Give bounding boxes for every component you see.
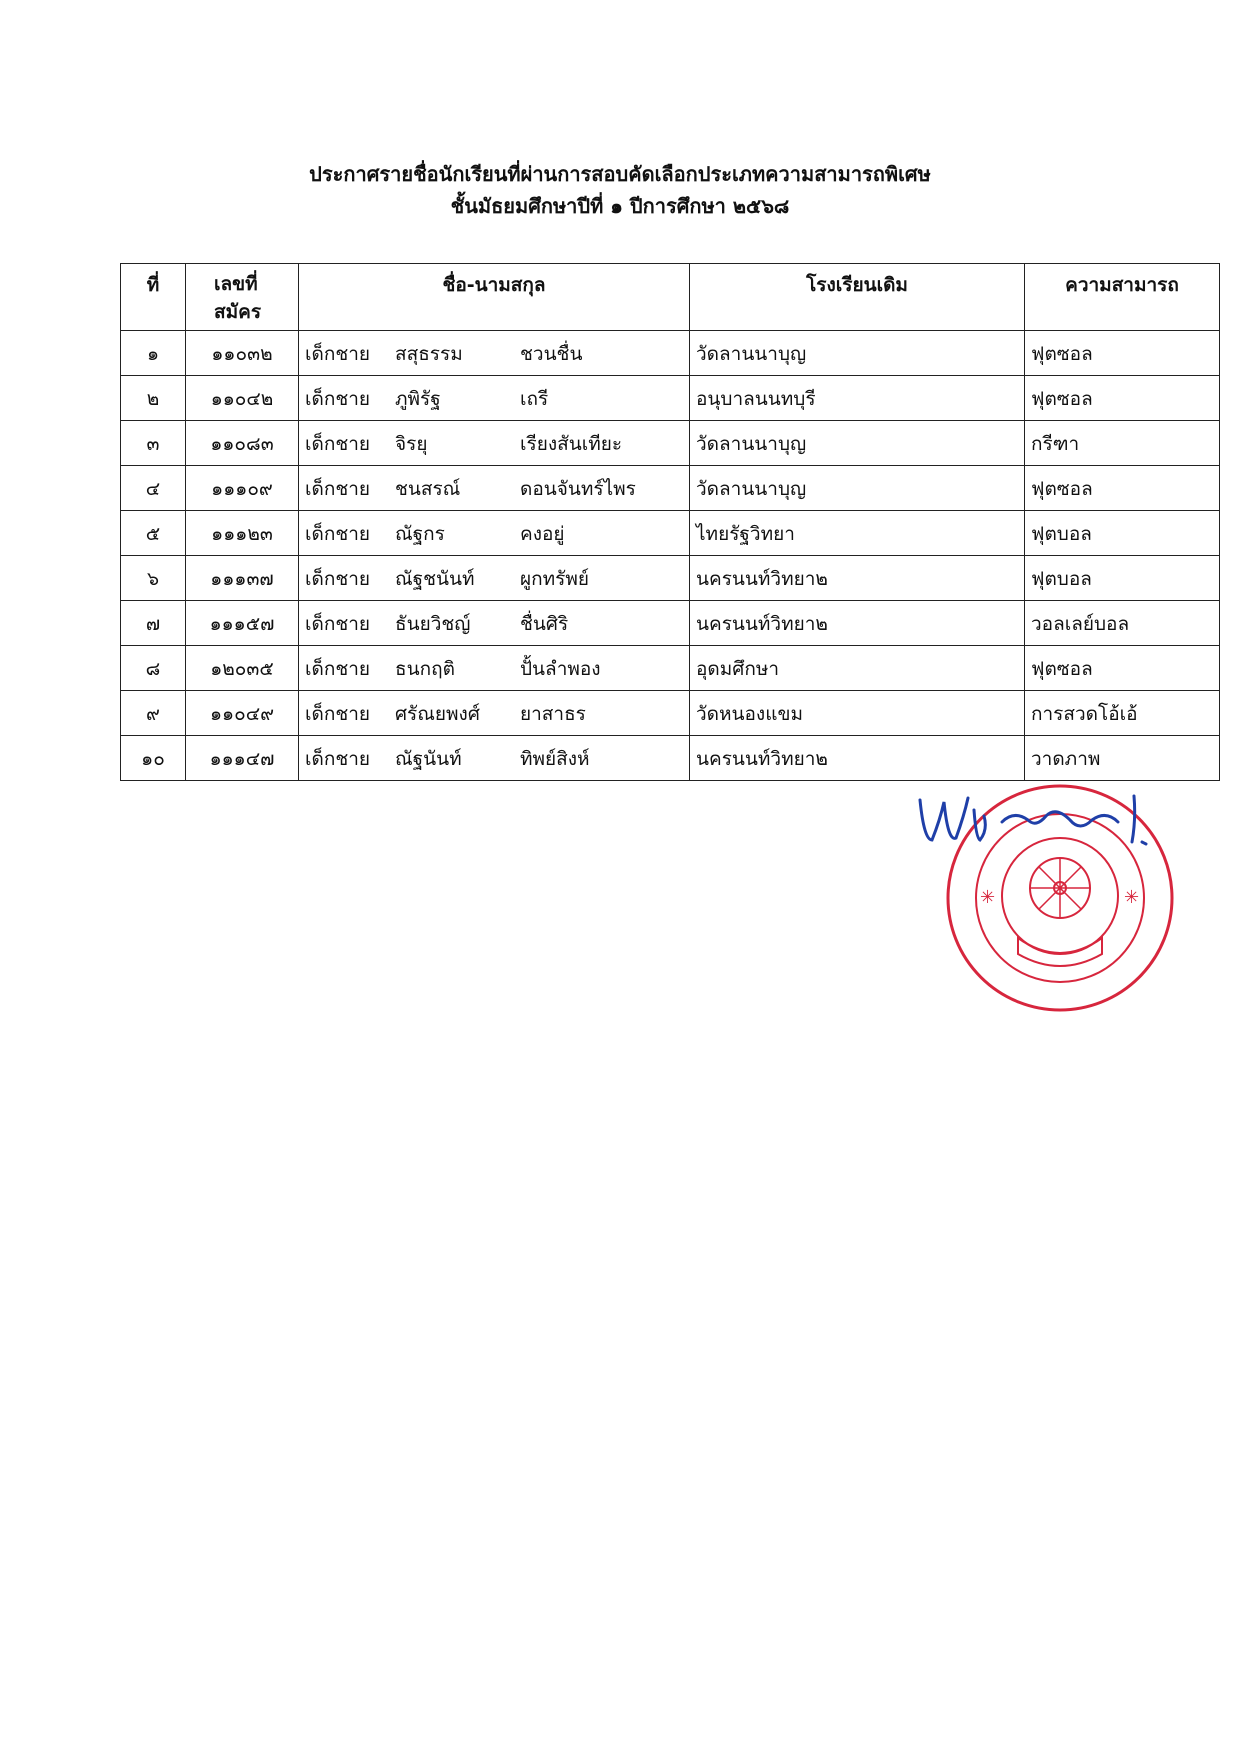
name-wrap bbox=[305, 474, 683, 504]
name-wrap bbox=[305, 654, 683, 684]
table-row bbox=[121, 691, 1220, 736]
name-prefix: เด็กชาย bbox=[305, 703, 371, 725]
table-row bbox=[121, 601, 1220, 646]
first-name: ณัฐชนันท์ bbox=[395, 568, 475, 590]
name-wrap bbox=[305, 429, 683, 459]
seal-star-left-icon: ✳ bbox=[980, 887, 996, 908]
name-wrap bbox=[305, 564, 683, 594]
cell-application-number: ๑๑๑๔๗ bbox=[186, 736, 299, 781]
cell-school: นครนนท์วิทยา๒ bbox=[690, 601, 1025, 646]
table-row bbox=[121, 466, 1220, 511]
last-name: ดอนจันทร์ไพร bbox=[520, 478, 636, 500]
name-prefix: เด็กชาย bbox=[305, 748, 371, 770]
cell-application-number: ๑๑๐๘๓ bbox=[186, 421, 299, 466]
cell-application-number: ๑๒๐๓๕ bbox=[186, 646, 299, 691]
cell-application-number: ๑๑๐๔๙ bbox=[186, 691, 299, 736]
title-line-1: ประกาศรายชื่อนักเรียนที่ผ่านการสอบคัดเลือกประเภทความสามารถพิเศษ bbox=[309, 162, 931, 186]
last-name: ปั้นลำพอง bbox=[520, 658, 601, 680]
cell-application-number: ๑๑๐๔๒ bbox=[186, 376, 299, 421]
first-name: ชนสรณ์ bbox=[395, 478, 461, 500]
cell-no: ๓ bbox=[121, 421, 186, 466]
cell-name bbox=[299, 646, 690, 691]
first-name: ธันยวิชญ์ bbox=[395, 613, 471, 635]
last-name: ผูกทรัพย์ bbox=[520, 568, 590, 590]
table-row bbox=[121, 646, 1220, 691]
name-prefix: เด็กชาย bbox=[305, 343, 371, 365]
cell-ability: วาดภาพ bbox=[1025, 736, 1220, 781]
cell-name bbox=[299, 376, 690, 421]
cell-name bbox=[299, 511, 690, 556]
cell-name bbox=[299, 736, 690, 781]
last-name: ชื่นศิริ bbox=[520, 613, 569, 635]
cell-school: อุดมศึกษา bbox=[690, 646, 1025, 691]
cell-ability: ฟุตซอล bbox=[1025, 466, 1220, 511]
first-name: ณัฐกร bbox=[395, 523, 445, 545]
cell-school: ไทยรัฐวิทยา bbox=[690, 511, 1025, 556]
name-prefix: เด็กชาย bbox=[305, 523, 371, 545]
cell-ability: การสวดโอ้เอ้ bbox=[1025, 691, 1220, 736]
header-school: โรงเรียนเดิม bbox=[690, 264, 1025, 331]
first-name: สสุธรรม bbox=[395, 343, 463, 365]
name-prefix: เด็กชาย bbox=[305, 568, 371, 590]
first-name: ศรัณยพงศ์ bbox=[395, 703, 480, 725]
name-prefix: เด็กชาย bbox=[305, 388, 371, 410]
cell-ability: ฟุตซอล bbox=[1025, 646, 1220, 691]
first-name: ณัฐนันท์ bbox=[395, 748, 462, 770]
name-wrap bbox=[305, 744, 683, 774]
cell-name bbox=[299, 691, 690, 736]
cell-school: วัดลานนาบุญ bbox=[690, 466, 1025, 511]
table-body bbox=[121, 331, 1220, 781]
name-wrap bbox=[305, 519, 683, 549]
first-name: ธนกฤติ bbox=[395, 658, 455, 680]
name-wrap bbox=[305, 339, 683, 369]
cell-no: ๖ bbox=[121, 556, 186, 601]
cell-ability: ฟุตบอล bbox=[1025, 511, 1220, 556]
cell-no: ๘ bbox=[121, 646, 186, 691]
name-wrap bbox=[305, 699, 683, 729]
cell-school: วัดลานนาบุญ bbox=[690, 331, 1025, 376]
first-name: จิรยุ bbox=[395, 433, 428, 455]
cell-application-number: ๑๑๐๓๒ bbox=[186, 331, 299, 376]
header-no: ที่ bbox=[121, 264, 186, 331]
cell-no: ๑ bbox=[121, 331, 186, 376]
cell-no: ๙ bbox=[121, 691, 186, 736]
signature-stroke bbox=[920, 796, 1146, 844]
table-row bbox=[121, 376, 1220, 421]
signature bbox=[910, 780, 1170, 860]
last-name: คงอยู่ bbox=[520, 523, 565, 545]
student-roster-table bbox=[120, 263, 1220, 781]
last-name: เถรี bbox=[520, 388, 549, 410]
cell-school: วัดหนองแขม bbox=[690, 691, 1025, 736]
cell-school: นครนนท์วิทยา๒ bbox=[690, 556, 1025, 601]
cell-no: ๔ bbox=[121, 466, 186, 511]
cell-no: ๒ bbox=[121, 376, 186, 421]
cell-ability: ฟุตซอล bbox=[1025, 331, 1220, 376]
cell-school: นครนนท์วิทยา๒ bbox=[690, 736, 1025, 781]
cell-name bbox=[299, 556, 690, 601]
name-wrap bbox=[305, 609, 683, 639]
table-row bbox=[121, 421, 1220, 466]
header-application-number bbox=[186, 264, 299, 331]
name-prefix: เด็กชาย bbox=[305, 433, 371, 455]
cell-ability: ฟุตบอล bbox=[1025, 556, 1220, 601]
cell-name bbox=[299, 601, 690, 646]
document-title bbox=[0, 158, 1240, 222]
cell-application-number: ๑๑๑๒๓ bbox=[186, 511, 299, 556]
cell-school: อนุบาลนนทบุรี bbox=[690, 376, 1025, 421]
first-name: ภูพิรัฐ bbox=[395, 388, 441, 410]
table-row bbox=[121, 331, 1220, 376]
cell-no: ๑๐ bbox=[121, 736, 186, 781]
cell-ability: วอลเลย์บอล bbox=[1025, 601, 1220, 646]
header-ability: ความสามารถ bbox=[1025, 264, 1220, 331]
header-application-line2: สมัคร bbox=[214, 301, 262, 323]
cell-school: วัดลานนาบุญ bbox=[690, 421, 1025, 466]
header-application-line1: เลขที่ bbox=[214, 273, 258, 295]
name-prefix: เด็กชาย bbox=[305, 658, 371, 680]
last-name: เรียงสันเทียะ bbox=[520, 433, 623, 455]
cell-name bbox=[299, 421, 690, 466]
cell-name bbox=[299, 466, 690, 511]
cell-name bbox=[299, 331, 690, 376]
last-name: ชวนชื่น bbox=[520, 343, 583, 365]
cell-application-number: ๑๑๑๓๗ bbox=[186, 556, 299, 601]
table-row bbox=[121, 556, 1220, 601]
cell-no: ๕ bbox=[121, 511, 186, 556]
name-prefix: เด็กชาย bbox=[305, 613, 371, 635]
table-row bbox=[121, 736, 1220, 781]
cell-application-number: ๑๑๑๐๙ bbox=[186, 466, 299, 511]
name-wrap bbox=[305, 384, 683, 414]
cell-ability: ฟุตซอล bbox=[1025, 376, 1220, 421]
last-name: ยาสาธร bbox=[520, 703, 586, 725]
table-header-row bbox=[121, 264, 1220, 331]
title-line-2: ชั้นมัธยมศึกษาปีที่ ๑ ปีการศึกษา ๒๕๖๘ bbox=[450, 194, 790, 218]
last-name: ทิพย์สิงห์ bbox=[520, 748, 590, 770]
table-row bbox=[121, 511, 1220, 556]
name-prefix: เด็กชาย bbox=[305, 478, 371, 500]
cell-application-number: ๑๑๑๕๗ bbox=[186, 601, 299, 646]
header-name: ชื่อ-นามสกุล bbox=[299, 264, 690, 331]
cell-ability: กรีฑา bbox=[1025, 421, 1220, 466]
seal-star-right-icon: ✳ bbox=[1124, 887, 1140, 908]
cell-no: ๗ bbox=[121, 601, 186, 646]
